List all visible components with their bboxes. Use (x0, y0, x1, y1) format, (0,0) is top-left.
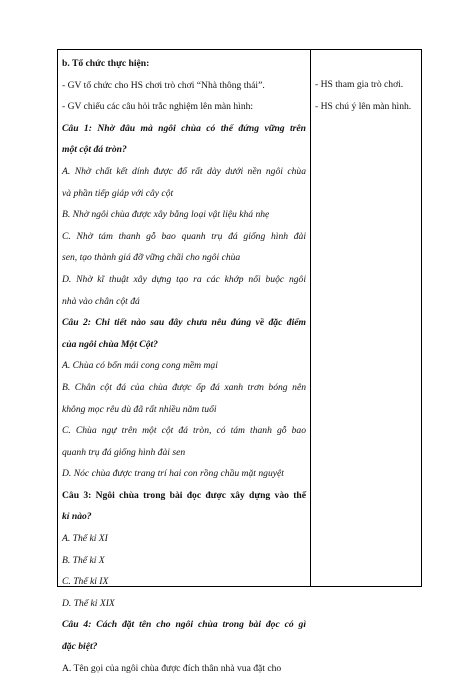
question-1-option-c: C. Nhờ tám thanh gỗ bao quanh trụ đá giống hình đài (62, 230, 306, 242)
question-3-option: C. Thế kỉ IX (62, 576, 109, 588)
question-4-title: đặc biệt? (62, 641, 98, 653)
question-1-option-a: A. Nhờ chất kết dính được đổ rất dày dưới nền ngôi chùa (62, 165, 306, 177)
question-3-option: B. Thế kỉ X (62, 554, 105, 566)
question-1-option-d: nhà vào chân cột đá (62, 295, 140, 307)
question-4-option-a: A. Tên gọi của ngôi chùa được đích thân nhà vua đặt cho (62, 662, 282, 674)
question-2-option-c: C. Chùa ngự trên một cột đá tròn, có tám thanh gỗ bao (62, 425, 306, 437)
question-3-option: A. Thế kỉ XI (62, 533, 108, 545)
question-1-title: Câu 1: Nhờ đâu mà ngôi chùa có thể đứng vững trên (62, 122, 306, 134)
question-1-title: một cột đá tròn? (62, 144, 127, 156)
column-divider (310, 50, 311, 586)
question-2-title: của ngôi chùa Một Cột? (62, 338, 158, 350)
student-activity-line: - HS tham gia trò chơi. (315, 79, 404, 90)
question-1-option-d: D. Nhờ kĩ thuật xây dựng tạo ra các khớp nối buộc ngôi (62, 273, 306, 285)
intro-line: - GV chiếu các câu hỏi trắc nghiệm lên màn hình: (62, 101, 254, 113)
question-2-option-b: không mọc rêu dù đã rất nhiều năm tuổi (62, 403, 217, 415)
question-2-option-a: A. Chùa có bốn mái cong cong mềm mại (62, 360, 218, 372)
question-1-option-b: B. Nhờ ngôi chùa được xây bằng loại vật liệu khá nhẹ (62, 209, 270, 221)
intro-line: - GV tổ chức cho HS chơi trò chơi “Nhà thông thái”. (62, 79, 265, 91)
section-heading: b. Tổ chức thực hiện: (62, 58, 150, 69)
question-1-option-a: và phần tiếp giáp với cây cột (62, 187, 174, 199)
student-activity-line: - HS chú ý lên màn hình. (315, 100, 412, 112)
question-3-title: kỉ nào? (62, 511, 92, 523)
student-activities-column (315, 74, 419, 117)
question-4-title: Câu 4: Cách đặt tên cho ngôi chùa trong bài đọc có gì (62, 619, 306, 631)
question-1-option-c: sen, tạo thành giá đỡ vững chãi cho ngôi chùa (62, 252, 241, 264)
lesson-table (57, 49, 422, 674)
question-3-title: Câu 3: Ngôi chùa trong bài đọc được xây dựng vào thế (62, 489, 306, 501)
teacher-activities-column (62, 53, 306, 679)
question-3-option: D. Thế kỉ XIX (62, 597, 115, 609)
question-2-option-b: B. Chân cột đá của chùa được ốp đá xanh trơn bóng nên (62, 381, 306, 393)
question-2-option-c: quanh trụ đá giống hình đài sen (62, 446, 186, 458)
question-2-option-d: D. Nóc chùa được trang trí hai con rồng chầu mặt nguyệt (62, 468, 284, 480)
question-2-title: Câu 2: Chi tiết nào sau đây chưa nêu đúng về đặc điểm (62, 317, 306, 329)
